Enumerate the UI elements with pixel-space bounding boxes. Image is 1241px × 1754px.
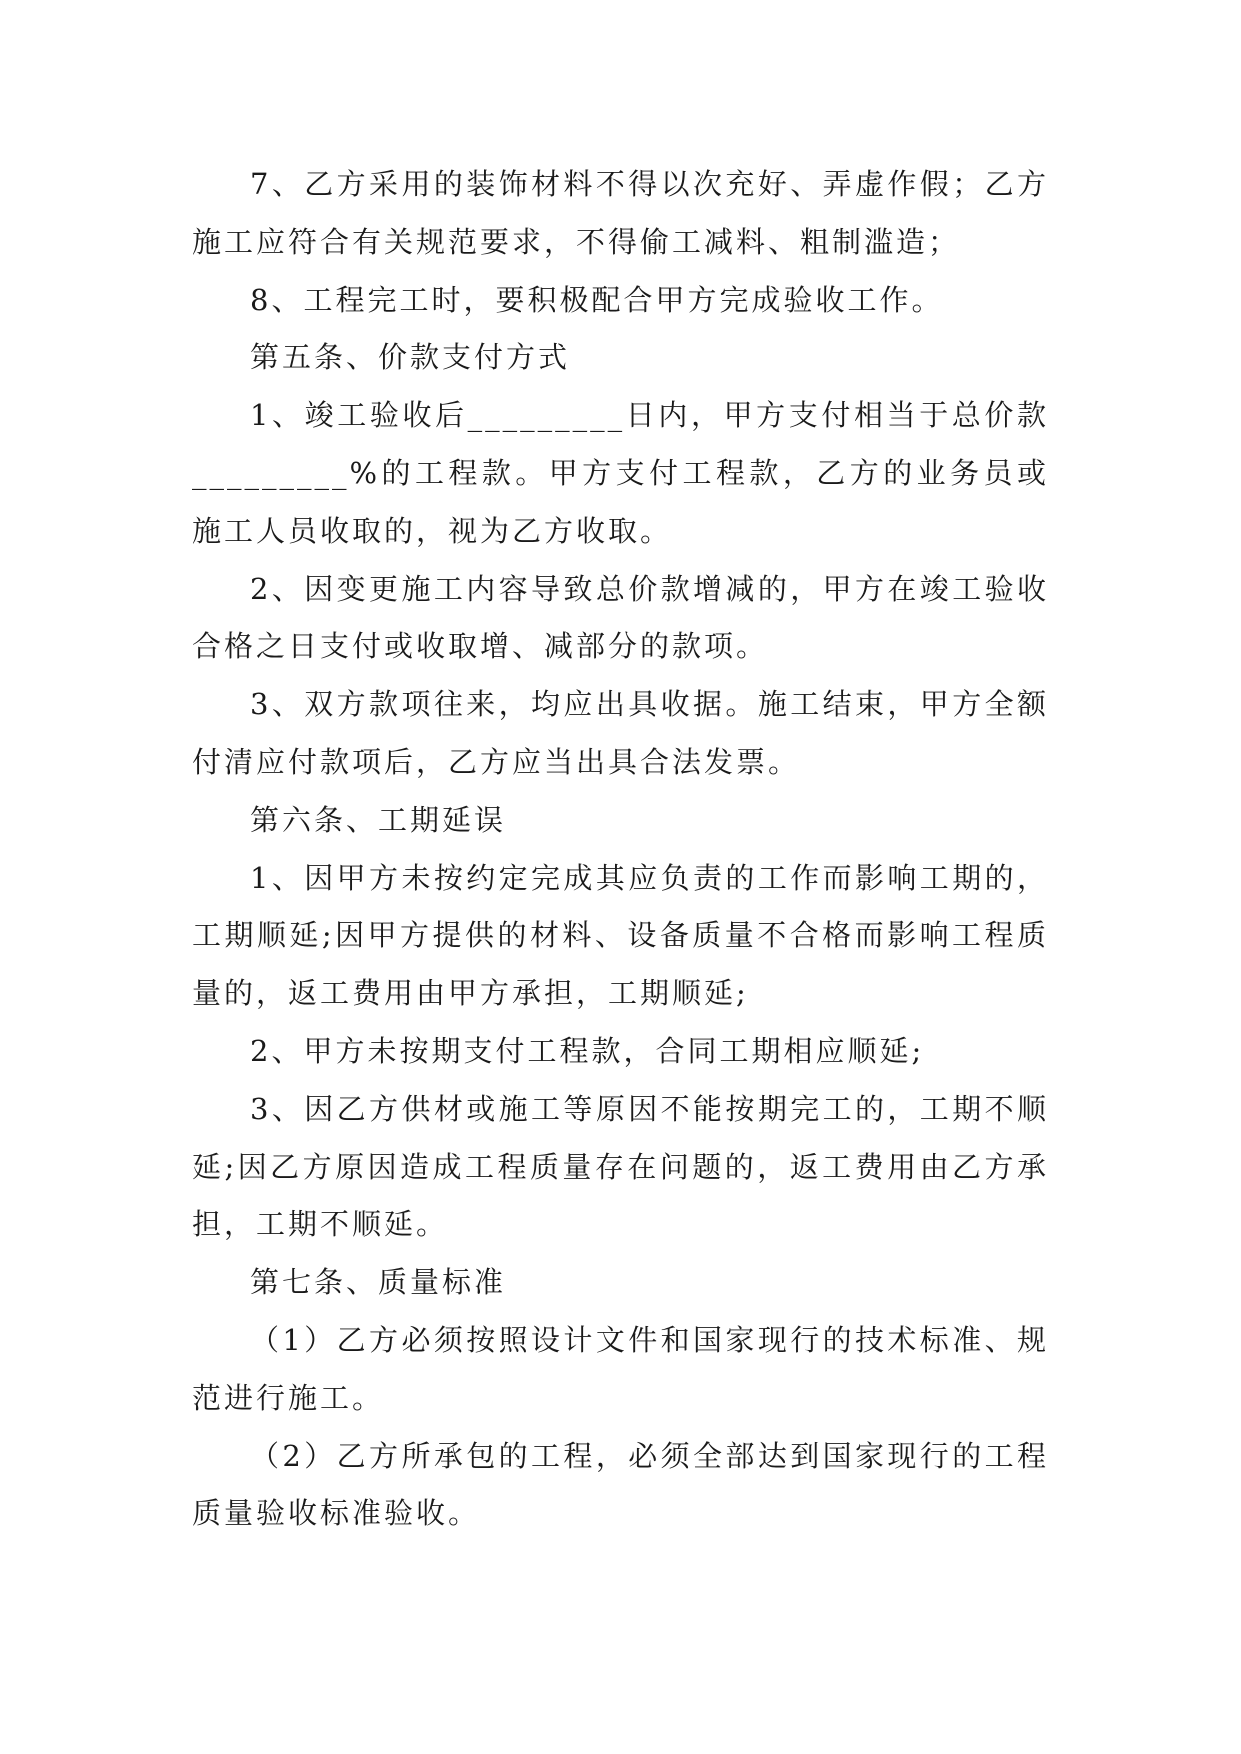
paragraph-payment-2: 2、因变更施工内容导致总价款增减的，甲方在竣工验收合格之日支付或收取增、减部分的款项。 xyxy=(192,571,1049,664)
paragraph-quality-2: （2）乙方所承包的工程，必须全部达到国家现行的工程质量验收标准验收。 xyxy=(192,1438,1049,1531)
paragraph-item-8: 8、工程完工时，要积极配合甲方完成验收工作。 xyxy=(250,282,944,317)
paragraph-delay-2: 2、甲方未按期支付工程款，合同工期相应顺延; xyxy=(250,1033,925,1068)
section-heading-5: 第五条、价款支付方式 xyxy=(250,340,571,375)
paragraph-payment-1: 1、竣工验收后_________日内，甲方支付相当于总价款_________%的工程款。甲方支付工程款，乙方的业务员或施工人员收取的，视为乙方收取。 xyxy=(192,398,1049,548)
document-body xyxy=(192,156,1049,1543)
paragraph-delay-3: 3、因乙方供材或施工等原因不能按期完工的，工期不顺延;因乙方原因造成工程质量存在问题的，返工费用由乙方承担，工期不顺延。 xyxy=(192,1091,1049,1242)
paragraph-item-7: 7、乙方采用的装饰材料不得以次充好、弄虚作假；乙方施工应符合有关规范要求，不得偷工减料、粗制滥造； xyxy=(192,167,1049,259)
paragraph-payment-3: 3、双方款项往来，均应出具收据。施工结束，甲方全额付清应付款项后，乙方应当出具合法发票。 xyxy=(192,687,1049,779)
section-heading-7: 第七条、质量标准 xyxy=(250,1265,507,1300)
section-heading-6: 第六条、工期延误 xyxy=(250,802,507,837)
paragraph-delay-1: 1、因甲方未按约定完成其应负责的工作而影响工期的，工期顺延;因甲方提供的材料、设备质量不合格而影响工程质量的，返工费用由甲方承担，工期顺延; xyxy=(192,860,1049,1011)
paragraph-quality-1: （1）乙方必须按照设计文件和国家现行的技术标准、规范进行施工。 xyxy=(192,1322,1049,1415)
